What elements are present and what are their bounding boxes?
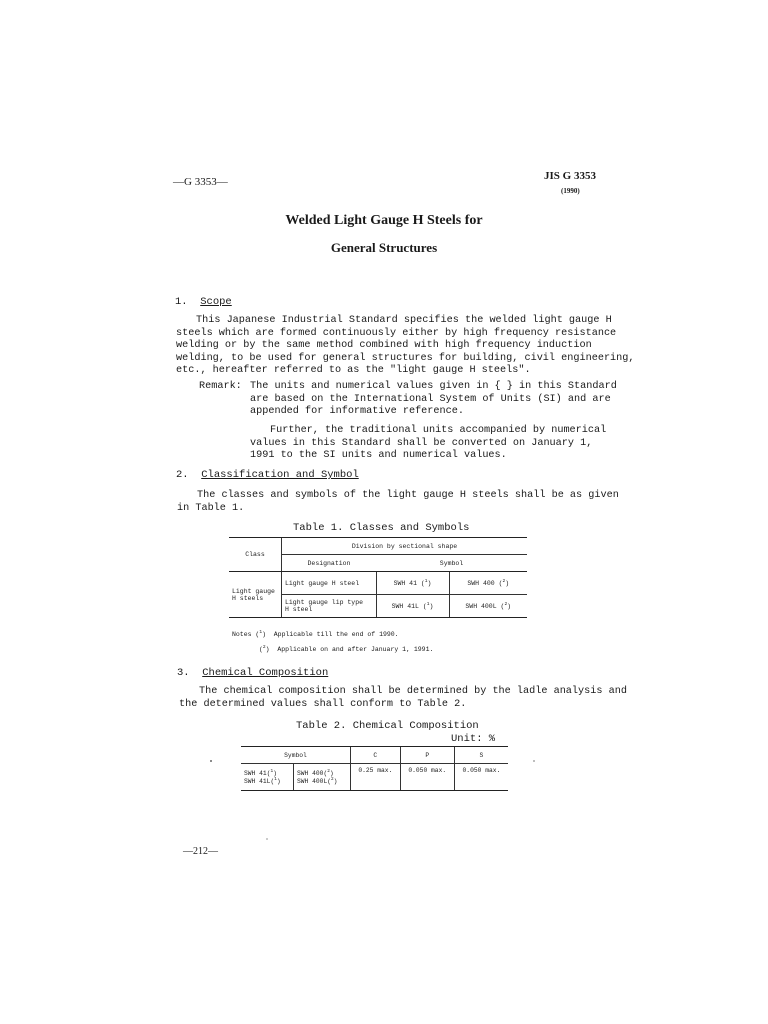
class-header: Class — [229, 538, 282, 572]
document-title-line2: General Structures — [330, 240, 438, 255]
col-c-header: C — [351, 747, 401, 764]
text-line: etc., hereafter referred to as the "light gauge H steels". — [176, 365, 531, 377]
class-value-line1: Light gauge — [232, 587, 275, 595]
section3-paragraph — [179, 686, 627, 711]
table2-unit: Unit: % — [451, 733, 496, 745]
text-line: The classes and symbols of the light gauge H steels shall be as given — [197, 490, 619, 501]
further-text — [250, 425, 606, 463]
text-line: are based on the International System of Units (SI) and are — [250, 393, 611, 405]
value-s: 0.050 max. — [454, 764, 508, 791]
class-value — [229, 572, 282, 618]
table-row-symbol2: SWH 400 ($^2$) — [449, 572, 527, 595]
col-s-header: S — [454, 747, 508, 764]
text-line: appended for informative reference. — [250, 406, 464, 418]
remark-text — [250, 381, 617, 419]
section3-title: Chemical Composition — [202, 667, 329, 679]
header-year: (1990) — [561, 187, 580, 195]
designation-text: Light gauge H steel — [285, 579, 360, 587]
table-row-symbol1: SWH 41L ($^1$) — [376, 595, 449, 618]
symbol-old: SWH 41($^1$) SWH 41L($^1$) — [241, 764, 294, 791]
section1-heading — [175, 296, 232, 308]
text-line: The units and numerical values given in { } in this Standard — [250, 381, 617, 392]
table1-note1: Notes ($^1$) Applicable till the end of 1990. — [232, 630, 399, 639]
section2-heading — [176, 469, 359, 481]
value-c: 0.25 max. — [351, 764, 401, 791]
designation-header: Designation — [282, 555, 377, 572]
page-number: —212— — [183, 846, 218, 857]
text-line: welding or by the same method combined with high frequency induction — [176, 340, 592, 352]
classes-symbols-table — [229, 537, 527, 618]
header-standard-number: JIS G 3353 — [544, 170, 596, 182]
section2-title: Classification and Symbol — [201, 469, 359, 481]
col-p-header: P — [400, 747, 454, 764]
scan-speck — [533, 760, 535, 762]
text-line: the determined values shall conform to Table 2. — [179, 698, 467, 710]
scan-speck — [210, 760, 212, 762]
text-line: welding, to be used for general structures for building, civil engineering, — [176, 352, 635, 364]
text-line: Further, the traditional units accompanied by numerical — [270, 425, 607, 436]
division-header: Division by sectional shape — [282, 538, 528, 555]
text-line: steels which are formed continuously either by high frequency resistance — [176, 327, 617, 339]
header-left-code: —G 3353— — [173, 176, 228, 188]
section3-heading — [177, 667, 328, 679]
table-row-symbol1: SWH 41 ($^1$) — [376, 572, 449, 595]
section1-number: 1. — [175, 296, 188, 308]
scan-speck — [266, 838, 268, 840]
section2-paragraph — [177, 490, 619, 515]
text-line: The chemical composition shall be determined by the ladle analysis and — [199, 686, 627, 697]
table-row-designation — [282, 572, 377, 595]
table-row-symbol2: SWH 400L ($^2$) — [449, 595, 527, 618]
symbol-header: Symbol — [376, 555, 527, 572]
table-row-designation: Light gauge lip type H steel — [282, 595, 377, 618]
symbol-header: Symbol — [241, 747, 351, 764]
text-line: values in this Standard shall be converted on January 1, — [250, 437, 593, 449]
table1-caption: Table 1. Classes and Symbols — [293, 522, 470, 534]
text-line: 1991 to the SI units and numerical values. — [250, 450, 507, 462]
table2-caption: Table 2. Chemical Composition — [296, 720, 479, 732]
table1-note2: ($^2$) Applicable on and after January 1, 1991. — [259, 645, 434, 654]
chemical-composition-table — [241, 746, 508, 791]
document-title-line1: Welded Light Gauge H Steels for — [285, 213, 483, 228]
value-p: 0.050 max. — [400, 764, 454, 791]
section3-number: 3. — [177, 667, 190, 679]
section1-paragraph — [176, 315, 635, 378]
section2-number: 2. — [176, 469, 189, 481]
text-line: in Table 1. — [177, 502, 245, 514]
section1-title: Scope — [200, 296, 232, 308]
text-line: This Japanese Industrial Standard specifies the welded light gauge H — [196, 315, 612, 326]
class-value-line2: H steels — [232, 594, 264, 602]
remark-label: Remark: — [199, 381, 242, 392]
symbol-new: SWH 400($^2$) SWH 400L($^2$) — [294, 764, 351, 791]
